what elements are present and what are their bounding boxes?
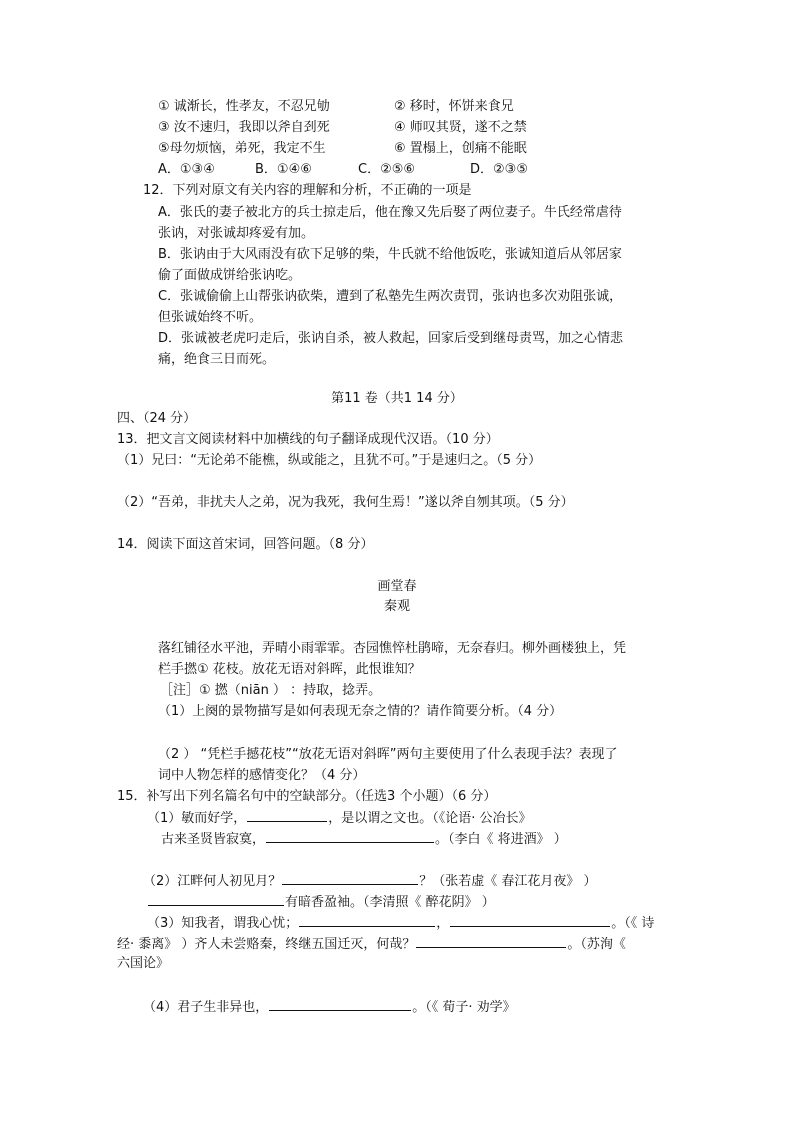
q12-option-a-cont: 张讷，对张诚却疼爱有加。 — [158, 226, 315, 241]
q15-item-3a-middle: ， — [436, 916, 450, 931]
q15-item-2a — [143, 871, 597, 891]
answer-blank[interactable] — [416, 934, 566, 948]
q15-item-2a-prefix: （2）江畔何人初见月？ — [143, 874, 282, 889]
q15-item-2b-suffix: 有暗香盈袖。（李清照《 醉花阴》 ） — [285, 895, 495, 910]
q14-sub-question-2-cont: 词中人物怎样的感情变化？（4 分） — [158, 768, 366, 783]
q15-item-1a — [147, 808, 532, 828]
q11-option-2: ② 移时，怀饼来食兄 — [394, 99, 514, 114]
answer-blank[interactable] — [247, 808, 327, 822]
q11-option-6: ⑥ 置榻上，创痛不能眠 — [394, 141, 527, 156]
q15-item-1a-suffix: ，是以谓之文也。（《论语· 公冶长》 — [328, 811, 532, 826]
part2-title: 第11 卷（共1 14 分） — [331, 391, 463, 406]
q13-sentence-2: （2）“吾弟，非扰夫人之弟，况为我死，我何生焉！”遂以斧自刎其项。（5 分） — [117, 495, 574, 510]
poem-note: ［注］① 撚（niān ） ：持取，捻弄。 — [160, 683, 382, 698]
poem-line-2: 栏手撚① 花枝。放花无语对斜晖，此恨谁知？ — [158, 662, 421, 677]
q15-item-4-suffix: 。（《 荀子· 劝学》 — [412, 1000, 516, 1015]
q15-item-3b-suffix: 。（苏洵《 — [567, 937, 626, 952]
q11-option-5: ⑤母勿烦恼，弟死，我定不生 — [158, 141, 326, 156]
q15-stem: 15．补写出下列名篇名句中的空缺部分。（任选3 个小题）（6 分） — [117, 789, 497, 804]
q15-item-4-prefix: （4）君子生非异也， — [143, 1000, 269, 1015]
q15-item-1a-prefix: （1）敏而好学， — [147, 811, 247, 826]
answer-blank[interactable] — [148, 892, 284, 906]
q14-stem: 14．阅读下面这首宋词，回答问题。（8 分） — [117, 537, 374, 552]
q15-item-1b-suffix: 。（李白《 将进酒》 ） — [435, 832, 567, 847]
q11-choice-b: B．①④⑥ — [255, 162, 312, 177]
q11-choice-d: D．②③⑤ — [470, 162, 528, 177]
answer-blank[interactable] — [450, 913, 610, 927]
q15-item-3a-suffix: 。（《 诗 — [611, 916, 655, 931]
answer-blank[interactable] — [282, 871, 418, 885]
q14-sub-question-2: （2 ） “凭栏手撼花枝”“放花无语对斜晖”两句主要使用了什么表现手法？表现了 — [158, 747, 618, 762]
q12-stem: 12．下列对原文有关内容的理解和分析，不正确的一项是 — [143, 183, 472, 198]
q12-option-b: B．张讷由于大风雨没有砍下足够的柴，牛氏就不给他饭吃，张诚知道后从邻居家 — [158, 247, 622, 262]
q13-stem: 13．把文言文阅读材料中加横线的句子翻译成现代汉语。（10 分） — [117, 432, 499, 447]
q11-choice-a: A．①③④ — [158, 162, 215, 177]
q15-item-1b — [161, 829, 567, 849]
section-4-heading: 四、（24 分） — [117, 411, 197, 426]
poem-line-1: 落红铺径水平池，弄晴小雨霏霏。杏园憔悴杜鹃啼，无奈春归。柳外画楼独上，凭 — [158, 641, 627, 656]
answer-blank[interactable] — [269, 997, 411, 1011]
q15-item-2b — [147, 892, 495, 912]
q12-option-b-cont: 偷了面做成饼给张讷吃。 — [158, 268, 302, 283]
q15-item-3c: 六国论》 — [117, 956, 170, 971]
q15-item-3b-prefix: 经· 黍离》 ）齐人未尝赂秦，终继五国迁灭，何哉？ — [117, 937, 416, 952]
q12-option-c: C．张诚偷偷上山帮张讷砍柴，遭到了私塾先生两次责罚，张讷也多次劝阻张诚， — [158, 289, 623, 304]
q14-sub-question-1: （1）上阕的景物描写是如何表现无奈之情的？请作简要分析。（4 分） — [158, 704, 563, 719]
q15-item-4 — [143, 997, 516, 1017]
q15-item-2a-suffix: ？（张若虚《 春江花月夜》 ） — [419, 874, 597, 889]
q12-option-d-cont: 痛，绝食三日而死。 — [158, 352, 276, 367]
answer-blank[interactable] — [299, 913, 435, 927]
q12-option-a: A．张氏的妻子被北方的兵士掠走后，他在豫又先后娶了两位妻子。牛氏经常虐待 — [158, 205, 622, 220]
q15-item-3a-prefix: （3）知我者，谓我心忧； — [147, 916, 299, 931]
q11-option-4: ④ 师叹其贤，遂不之禁 — [394, 120, 527, 135]
q11-option-3: ③ 汝不速归，我即以斧自刭死 — [158, 120, 330, 135]
q13-sentence-1: （1）兄曰：“无论弟不能樵，纵或能之，且犹不可。”于是速归之。（5 分） — [117, 453, 542, 468]
answer-blank[interactable] — [266, 829, 434, 843]
poem-title: 画堂春 — [377, 579, 417, 594]
q15-item-3a — [147, 913, 654, 933]
q12-option-c-cont: 但张诚始终不听。 — [158, 310, 263, 325]
poem-author: 秦观 — [383, 599, 410, 614]
q12-option-d: D．张诚被老虎叼走后，张讷自杀，被人救起，回家后受到继母责骂，加之心情悲 — [158, 331, 624, 346]
q15-item-3b — [117, 934, 626, 954]
q11-choice-c: C．②⑤⑥ — [358, 162, 416, 177]
q11-option-1: ① 诚渐长，性孝友，不忍兄劬 — [158, 99, 330, 114]
q15-item-1b-prefix: 古来圣贤皆寂寞， — [161, 832, 266, 847]
